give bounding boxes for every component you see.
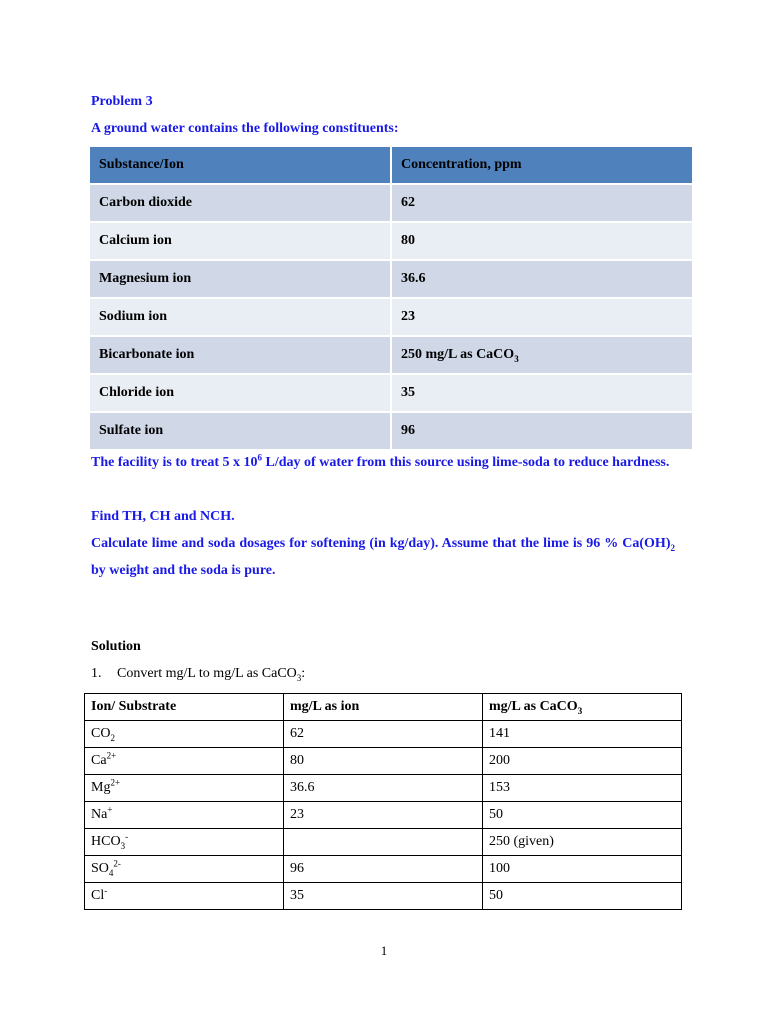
subscript: 3 [296,672,302,683]
as-ion-cell [284,829,483,856]
as-caco3-cell: 50 [483,883,682,910]
step-number: 1. [91,666,102,681]
substance-cell: Calcium ion [90,222,391,260]
table-row [85,802,682,829]
problem-title: Problem 3 [91,94,153,109]
table-row [85,721,682,748]
concentration-cell: 62 [391,184,692,222]
header-as-ion: mg/L as ion [284,694,483,721]
header-concentration: Concentration, ppm [391,147,692,184]
as-ion-cell: 23 [284,802,483,829]
find-paragraph: Find TH, CH and NCH. [91,509,235,524]
table-row [90,336,692,374]
concentration-cell [391,336,692,374]
table-row [85,883,682,910]
ion-symbol: Na [91,807,108,822]
header-ion: Ion/ Substrate [85,694,284,721]
as-ion-cell: 96 [284,856,483,883]
subscript: 3 [577,705,583,716]
table-row [90,184,692,222]
superscript: 2+ [110,777,121,788]
subscript: 4 [108,867,114,878]
subscript: 3 [120,840,126,851]
table-row [90,374,692,412]
header-as-caco3 [483,694,682,721]
subscript: 2 [670,542,675,553]
ion-cell [85,748,284,775]
as-caco3-cell: 100 [483,856,682,883]
ion-cell [85,775,284,802]
calculate-paragraph [91,530,675,584]
table-row [90,412,692,450]
header-substance: Substance/Ion [90,147,391,184]
concentration-text: 250 mg/L as CaCO [401,347,515,362]
concentration-cell: 96 [391,412,692,450]
substance-cell: Sulfate ion [90,412,391,450]
table-row [90,298,692,336]
table-row [90,260,692,298]
substance-cell: Bicarbonate ion [90,336,391,374]
calculate-text-b: by weight and the soda is pure. [91,563,276,578]
as-ion-cell: 80 [284,748,483,775]
facility-text-a: The facility is to treat 5 x 10 [91,455,258,470]
step-end: : [301,666,306,681]
as-caco3-cell: 141 [483,721,682,748]
substance-cell: Chloride ion [90,374,391,412]
concentration-cell: 35 [391,374,692,412]
facility-text-b: L/day of water from this source using lime-soda to reduce hardness. [262,455,670,470]
ion-symbol: SO [91,861,109,876]
as-caco3-cell: 50 [483,802,682,829]
as-ion-cell: 35 [284,883,483,910]
calculate-text-a: Calculate lime and soda dosages for softening (in kg/day). Assume that the lime is 96 % Ca(OH) [91,536,671,551]
ion-cell [85,829,284,856]
ion-cell [85,721,284,748]
substance-cell: Magnesium ion [90,260,391,298]
ion-cell [85,883,284,910]
page-number: 1 [380,943,388,958]
solution-heading: Solution [91,639,141,654]
problem-intro: A ground water contains the following constituents: [91,121,399,136]
superscript: - [104,885,108,896]
as-caco3-cell: 153 [483,775,682,802]
ion-symbol: Ca [91,753,107,768]
superscript: 2- [113,858,121,869]
concentration-cell: 80 [391,222,692,260]
superscript: - [125,831,129,842]
table-header-row [85,694,682,721]
ion-cell [85,856,284,883]
subscript: 2 [110,732,115,743]
header-as-caco3-text: mg/L as CaCO [489,699,578,714]
superscript: + [107,804,113,815]
solution-step [91,666,305,682]
table-row [90,222,692,260]
substance-cell: Sodium ion [90,298,391,336]
ion-symbol: HCO [91,834,121,849]
ion-symbol: CO [91,726,111,741]
as-caco3-cell: 200 [483,748,682,775]
ion-symbol: Cl [91,888,105,903]
facility-paragraph [91,449,675,476]
ion-cell [85,802,284,829]
step-text: Convert mg/L to mg/L as CaCO [117,666,297,681]
table-row [85,748,682,775]
superscript: 6 [257,452,263,463]
substance-cell: Carbon dioxide [90,184,391,222]
as-ion-cell: 36.6 [284,775,483,802]
constituents-table [90,147,692,451]
concentration-cell: 23 [391,298,692,336]
conversion-table [84,693,682,910]
table-row [85,829,682,856]
table-header-row [90,147,692,184]
subscript: 3 [514,353,519,364]
as-ion-cell: 62 [284,721,483,748]
table-row [85,856,682,883]
ion-symbol: Mg [91,780,111,795]
as-caco3-cell: 250 (given) [483,829,682,856]
concentration-cell: 36.6 [391,260,692,298]
table-row [85,775,682,802]
superscript: 2+ [106,750,117,761]
